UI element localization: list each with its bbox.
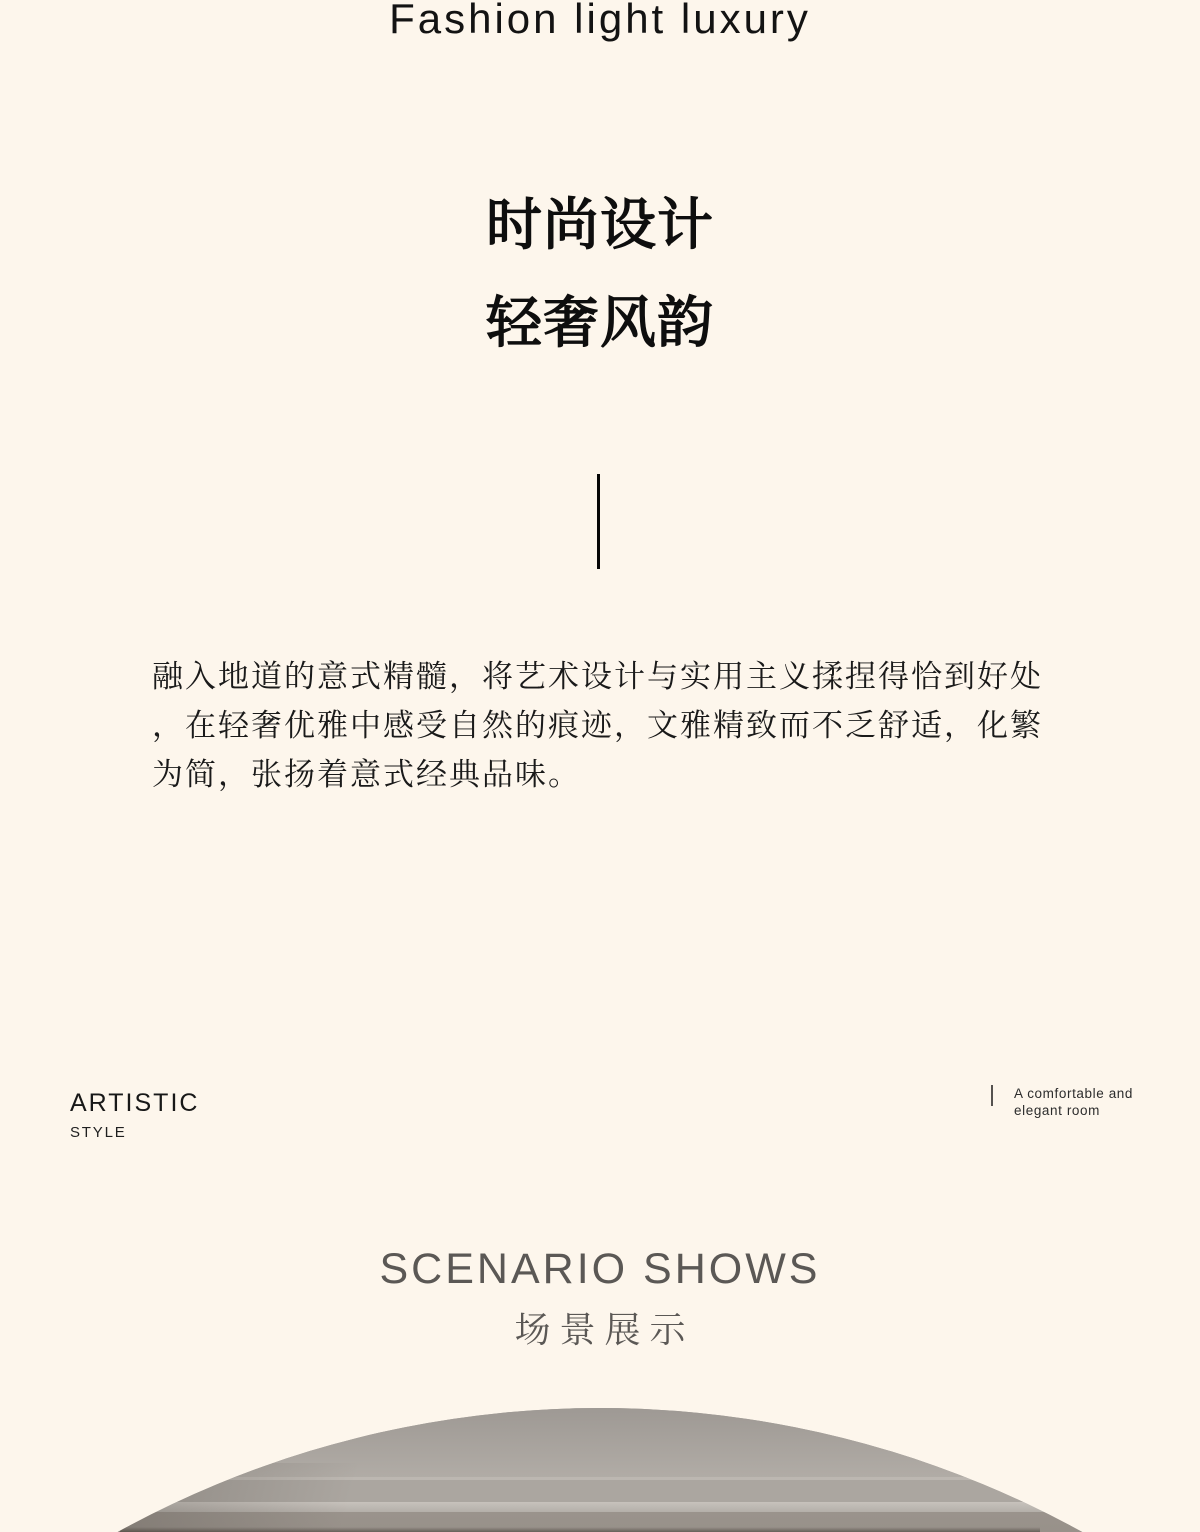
room-note-line-2: elegant room xyxy=(1014,1102,1100,1118)
vertical-divider xyxy=(597,474,600,569)
intro-line-2: ，在轻奢优雅中感受自然的痕迹，文雅精致而不乏舒适，化繁 xyxy=(152,708,1043,743)
intro-paragraph xyxy=(152,652,1072,799)
photo-bottom-shadow xyxy=(120,1527,1040,1532)
tagline-text: Fashion light luxury xyxy=(389,0,811,42)
intro-line-3: 为简，张扬着意式经典品味。 xyxy=(152,757,581,792)
scenario-title-en: SCENARIO SHOWS xyxy=(379,1245,821,1293)
room-note-line-1: A comfortable and xyxy=(1014,1086,1134,1101)
artistic-title: ARTISTIC xyxy=(70,1089,200,1117)
scenario-title-cn: 场景展示 xyxy=(514,1309,695,1350)
intro-line-1: 融入地道的意式精髓，将艺术设计与实用主义揉捏得恰到好处 xyxy=(152,659,1043,694)
photo-left-shadow xyxy=(40,1463,460,1532)
room-note xyxy=(1014,1086,1133,1119)
artistic-style-block xyxy=(70,1089,199,1141)
scene-photo-circle xyxy=(0,1408,1200,1532)
hero-title-line1: 时尚设计 xyxy=(486,193,714,256)
note-divider-line xyxy=(991,1085,993,1106)
artistic-subtitle: STYLE xyxy=(70,1124,127,1141)
hero-title-line2: 轻奢风韵 xyxy=(486,291,714,354)
